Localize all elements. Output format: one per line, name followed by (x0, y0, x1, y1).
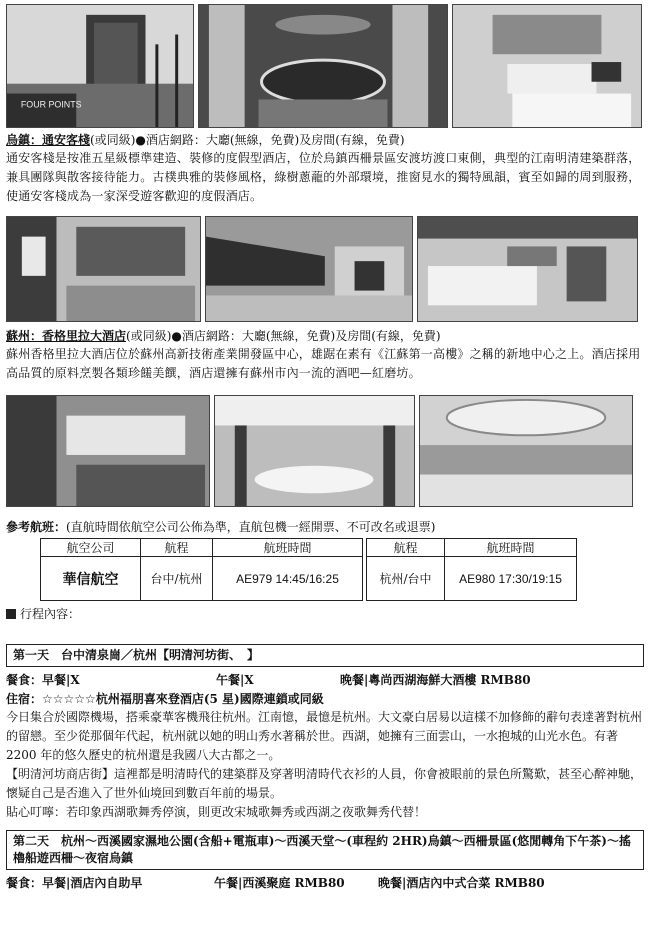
hotel-bedroom-photo (6, 395, 210, 507)
header-time-2: 航班時間 (445, 539, 577, 557)
flight-table (40, 538, 577, 601)
header-route-1: 航程 (141, 539, 213, 557)
hotel-exterior-photo (6, 4, 194, 128)
flight-heading (6, 519, 644, 536)
itinerary-label: 行程內容： (20, 607, 81, 621)
photo-row-2 (6, 216, 644, 322)
day-1-dinner: 晚餐|粵尚西湖海鮮大酒樓 RMB80 (340, 673, 531, 687)
hotel-1-name-line (6, 133, 90, 147)
day-2-title-box: 第二天 杭州～西溪國家濕地公園(含船+電瓶車)～西溪天堂～(車程約 2HR)烏鎮～西柵景區(悠閒轉角下午茶)～搖櫓船遊西柵～夜宿烏鎮 (6, 830, 644, 870)
day-1-hotel: 杭州福朋喜來登酒店(5 星)國際連鎖或同級 (95, 692, 324, 706)
return-route: 杭州/台中 (367, 557, 445, 601)
day-1-stay-label: 住宿： (6, 692, 43, 706)
outbound-route: 台中/杭州 (141, 557, 213, 601)
hotel-1-name: 通安客棧 (42, 133, 91, 147)
hotel-2-city: 蘇州： (6, 329, 43, 343)
airline-name: 華信航空 (41, 557, 141, 601)
photo-row-1 (6, 0, 644, 128)
header-airline: 航空公司 (41, 539, 141, 557)
day-1-lunch: 午餐|X (216, 673, 254, 687)
day-1-tip: 貼心叮嚀：若印象西湖歌舞秀停演，則更改宋城歌舞秀或西湖之夜歌舞秀代替！ (6, 805, 427, 819)
itinerary-heading (6, 605, 644, 622)
day-1-paragraph-2: 【明清河坊商店街】這裡都是明清時代的建築群及穿著明清時代衣衫的人員，你會被眼前的景色所驚歎，甚至心醉神馳，懷疑自己是否進入了世外仙境回到數百年前的場景。 (6, 767, 643, 800)
flight-table-row (41, 557, 577, 601)
header-route-2: 航程 (367, 539, 445, 557)
star-rating-icon: ☆☆☆☆☆ (42, 692, 96, 706)
hotel-1-network-info: (或同級)●酒店網路：大廳(無線，免費)及房間(有線，免費) (90, 133, 405, 147)
photo-row-3 (6, 395, 644, 507)
hotel-1-city: 烏鎮： (6, 133, 43, 147)
day-2-breakfast: 餐食：早餐|酒店內自助早 (6, 876, 143, 890)
hotel-ballroom-photo (419, 395, 633, 507)
day-1-paragraph-1: 今日集合於國際機場，搭乘豪華客機飛往杭州。江南憶，最憶是杭州。大文豪白居易以這樣不加修飾的辭句表達著對杭州的留戀。至少從那個年代起，杭州就以她的明山秀水著稱於世。西湖，她擁有三面雲山，一水抱城的山光水色。有著 2200 年的悠久歷史的杭州還是我國八大古都之一。 (6, 710, 643, 762)
return-flight-time: AE980 17:30/19:15 (445, 557, 577, 601)
day-2-dinner: 晚餐|酒店內中式合菜 RMB80 (378, 876, 545, 890)
hotel-courtyard-photo (205, 216, 413, 322)
hotel-lobby-photo (198, 4, 448, 128)
day-2-lunch: 午餐|西溪聚庭 RMB80 (214, 876, 345, 890)
hotel-suite-photo (417, 216, 638, 322)
hotel-restaurant-photo (6, 216, 201, 322)
flight-table-header-row (41, 539, 577, 557)
hotel-2-name-line (6, 329, 126, 343)
day-1-accommodation (6, 690, 644, 708)
hotel-2-name: 香格里拉大酒店 (42, 329, 127, 343)
hotel-dining-hall-photo (214, 395, 415, 507)
day-2-meals (6, 874, 644, 893)
flight-note: (直航時間依航空公司公佈為準，直航包機一經開票、不可改名或退票) (66, 520, 436, 534)
hotel-2-network-info: (或同級)●酒店網路：大廳(無線，免費)及房間(有線，免費) (126, 329, 441, 343)
hotel-1-title (6, 132, 644, 149)
day-1-title-box: 第一天 台中清泉崗／杭州【明清河坊街、 】 (6, 644, 644, 667)
day-1-breakfast: 餐食：早餐|X (6, 673, 80, 687)
hotel-1-description: 通安客棧是按准五星級標準建造、裝修的度假型酒店，位於烏鎮西柵景區安渡坊渡口東側，典型的江南明清建築群落，兼具團隊與散客接待能力。古樸典雅的裝修風格，綠樹蔥蘢的外部環境，推窗見水的獨特風韻，賓至如歸的周到服務，使通安客棧成為一家深受遊客歡迎的度假酒店。 (6, 151, 641, 203)
header-time-1: 航班時間 (213, 539, 363, 557)
hotel-2-title (6, 328, 644, 345)
flight-label: 參考航班： (6, 520, 67, 534)
outbound-flight-time: AE979 14:45/16:25 (213, 557, 363, 601)
hotel-2-description: 蘇州香格里拉大酒店位於蘇州高新技術產業開發區中心，雄踞在素有《江蘇第一高樓》之稱的新地中心之上。酒店採用高品質的原料烹製各類珍饈美饌，酒店還擁有蘇州市內一流的酒吧—紅磨坊。 (6, 347, 641, 380)
square-bullet-icon (6, 609, 16, 619)
day-1-meals (6, 671, 644, 690)
hotel-sign-text: FOUR POINTS (20, 99, 82, 110)
hotel-room-photo (452, 4, 642, 128)
